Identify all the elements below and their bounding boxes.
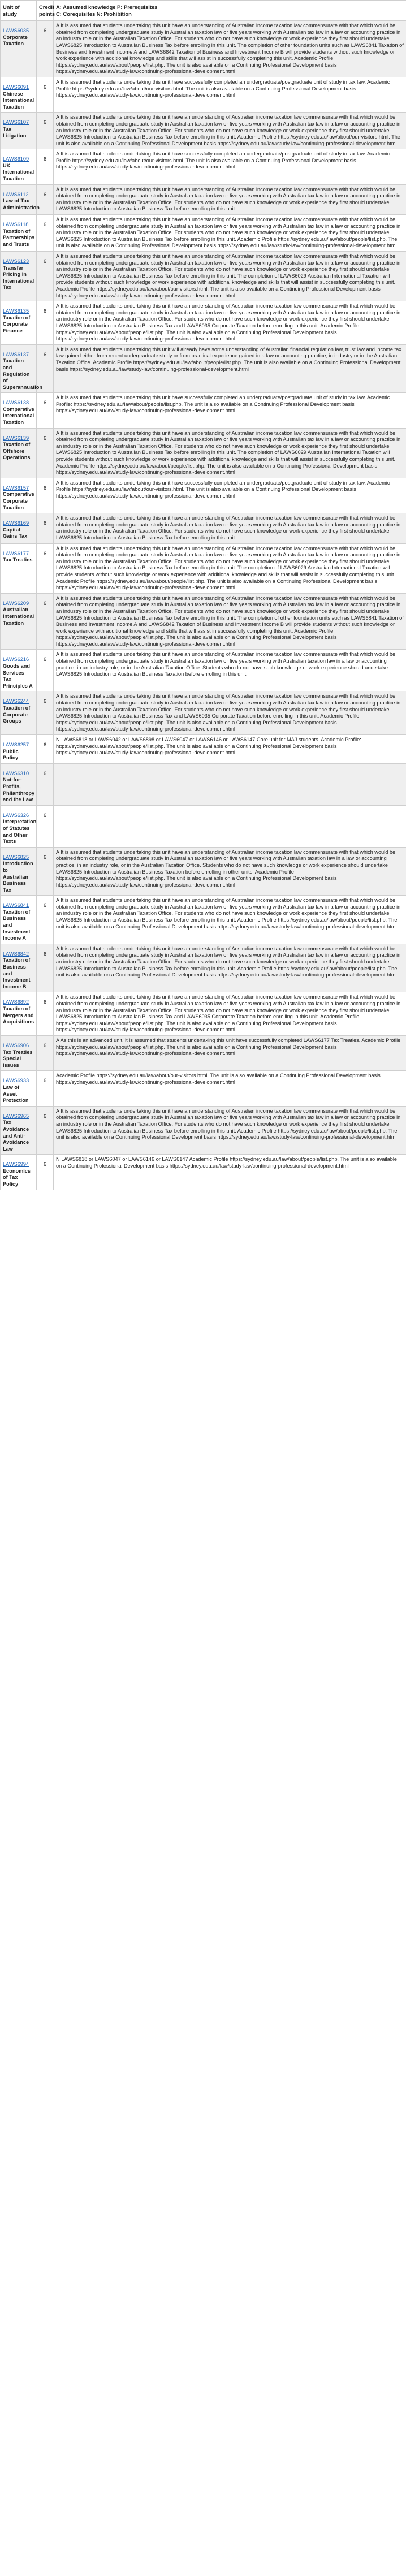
unit-cell	[1, 1106, 37, 1155]
unit-requirements: A It is assumed that students undertaking this unit have successfully completed an undergraduate/postgraduate unit of study in tax law. Academic Profile: https://sydney.edu.au/law/about/people/list.php. The unit is also available on a Continuing Professional Development basis https://sydney.edu.au/law/study-law/continuing-professional-development.html	[54, 393, 406, 428]
unit-title: Tax Litigation	[3, 126, 27, 139]
unit-code-link[interactable]: LAWS6035	[3, 28, 29, 34]
unit-title: Corporate Taxation	[3, 34, 28, 47]
header-requirements	[54, 1, 406, 21]
unit-code-link[interactable]: LAWS6169	[3, 520, 29, 526]
unit-cell	[1, 184, 40, 214]
credit-points: 6	[37, 944, 54, 992]
unit-code-link[interactable]: LAWS6209	[3, 600, 29, 606]
header-unit-of-study: Unit of study	[1, 1, 37, 21]
unit-code-link[interactable]: LAWS6137	[3, 351, 29, 357]
unit-code-link[interactable]: LAWS6157	[3, 485, 29, 491]
unit-cell	[1, 944, 37, 992]
unit-code-link[interactable]: LAWS6310	[3, 770, 29, 776]
unit-cell	[1, 691, 37, 735]
unit-code-link[interactable]: LAWS6112	[3, 191, 29, 197]
unit-requirements: A It is assumed that students undertaking this unit have an understanding of Australian income taxation law commensurate with that which would be obtained from completing undergraduate study in Australian taxation law or five years working with Australian tax law in a law or accounting practice in an industry role or in the Australian Taxation Office. For students who do not have such knowledge or work experience they first should undertake LAWS6825 Introduction to Australian Business Tax before enrolling in this unit. The completion of LAWS6029 Australian International Taxation will provide students without such knowledge or work experience with additional knowledge and skills that will assist in successfully completing this unit. Academic Profile https://sydney.edu.au/law/about/our-visitors.html. The unit is also available on a Continuing Professional Development basis https://sydney.edu.au/law/study-law/continuing-professional-development.html	[54, 252, 406, 301]
table-row	[1, 344, 406, 393]
unit-title: Transfer Pricing in International Tax	[3, 265, 34, 291]
unit-requirements: N LAWS6818 or LAWS6047 or LAWS6146 or LAWS6147 Academic Profile https://sydney.edu.au/law/about/people/list.php. The unit is also available on a Continuing Professional Development basis https://sydney.edu.au/law/study-law/continuing-professional-development.html	[54, 1155, 406, 1190]
unit-requirements: A It is assumed that students undertaking this unit have an understanding of Australian income taxation law commensurate with that which would be obtained from completing undergraduate study in Australian taxation law or five years working with Australian tax law in a law or accounting practice in an industry role or in the Australian Taxation Office. For students who do not have such knowledge or work experience they first should undertake LAWS6825 Introduction to Australian Business Tax before enrolling in this unit.	[54, 184, 406, 214]
table-row	[1, 691, 406, 735]
unit-title: Interpretation of Statutes and Other Texts	[3, 819, 37, 845]
credit-points: 6	[37, 1071, 54, 1106]
unit-cell	[1, 149, 37, 184]
unit-requirements: A It is assumed that students undertaking this unit have an understanding of Australian income taxation law commensurate with that which would be obtained from completing undergraduate study in Australian taxation law or five years working with Australian tax law in a law or accounting practice in an industry role or in the Australian Taxation Office. For students who do not have such knowledge or work experience they first should undertake LAWS6825 Introduction to Australian Business Tax before enrolling in this unit. The completion of other foundation units such as LAWS6841 Taxation of Business and Investment Income A and LAWS6842 Taxation of Business and Investment Income B will provide students without such knowledge or work experience with additional knowledge and skills that will assist in successfully completing this unit. Academic Profile https://sydney.edu.au/law/about/people/list.php. The unit is also available on a Continuing Professional Development basis https://sydney.edu.au/law/study-law/continuing-professional-development.html	[54, 593, 406, 650]
unit-code-link[interactable]: LAWS6994	[3, 1161, 29, 1168]
unit-requirements: A It is assumed that students undertaking this unit have successfully completed an undergraduate/postgraduate unit of study in tax law. Academic Profile https://sydney.edu.au/law/about/our-visitors.html. The unit is also available on a Continuing Professional Development basis https://sydney.edu.au/law/study-law/continuing-professional-development.html	[54, 478, 406, 513]
credit-points: 6	[37, 252, 54, 301]
unit-code-link[interactable]: LAWS6135	[3, 308, 29, 314]
credit-points: 6	[37, 735, 54, 764]
unit-cell	[1, 478, 37, 513]
unit-requirements: A It is assumed that students undertaking this unit have an understanding of Australian income taxation law commensurate with that which would be obtained from completing undergraduate study in Australian taxation law or five years working with Australian tax law in a law or accounting practice in an industry role or in the Australian Taxation Office. For students who do not have such knowledge or work experience they first should undertake LAWS6825 Introduction to Australian Business Tax before enrolling in this unit. The completion of other foundation units such as LAWS6841 Taxation of Business and Investment Income A and LAWS6842 Taxation of Business and Investment Income B will provide students without such knowledge or work experience with additional knowledge and skills that will assist in successfully completing this unit. Academic Profile: https://sydney.edu.au/law/about/people/list.php. The unit is also available on a Continuing Professional Development basis https://sydney.edu.au/law/study-law/continuing-professional-development.html	[54, 21, 406, 77]
credit-points: 6	[37, 896, 54, 944]
unit-cell	[1, 735, 37, 764]
unit-cell	[1, 593, 37, 650]
credit-points: 6	[37, 184, 54, 214]
table-row	[1, 215, 406, 252]
credit-points: 6	[37, 513, 54, 543]
unit-title: Taxation of Offshore Operations	[3, 442, 31, 461]
table-row	[1, 21, 406, 77]
credit-points: 6	[37, 428, 54, 478]
credit-points: 6	[37, 215, 54, 252]
table-row	[1, 992, 406, 1036]
unit-requirements: A It is assumed that students undertaking this unit have an understanding of Australian income taxation law commensurate with that which would be obtained from completing undergraduate study in Australian taxation law or five years working with Australian tax law in a law or accounting practice in an industry role or in the Australian Taxation Office. For students who do not have such knowledge or work experience they first should undertake LAWS6825 Introduction to Australian Business Tax before enrolling in this unit.	[54, 513, 406, 543]
unit-title: Introduction to Australian Business Tax	[3, 861, 33, 893]
unit-cell	[1, 992, 37, 1036]
credit-points: 6	[37, 992, 54, 1036]
unit-cell	[1, 1035, 37, 1070]
unit-requirements: A It is assumed that students undertaking this unit have an understanding of Australian income taxation law commensurate with that which would be obtained from completing undergraduate study in Australian taxation law or five years working with Australian tax law in a law or accounting practice in an industry role or in the Australian Taxation Office. For students who do not have such knowledge or work experience they first should undertake LAWS6825 Introduction to Australian Business Tax before enrolling in this unit. Academic Profile https://sydney.edu.au/law/about/people/list.php. The unit is also available on a Continuing Professional Development basis https://sydney.edu.au/law/study-law/continuing-professional-development.html	[54, 215, 406, 252]
table-row	[1, 113, 406, 149]
unit-cell	[1, 21, 37, 77]
unit-title: Taxation of Corporate Finance	[3, 314, 31, 334]
table-row	[1, 650, 406, 691]
unit-cell	[1, 113, 37, 149]
unit-requirements: A It is assumed that students undertaking this unit have an understanding of Australian income taxation law commensurate with that which would be obtained from completing undergraduate study in Australian taxation law or five years working with Australian tax law in a law or accounting practice in an industry role or in the Australian Taxation Office. For students who do not have such knowledge or work experience they first should undertake LAWS6825 Introduction to Australian Business Tax before enrolling in this unit. Academic Profile https://sydney.edu.au/law/about/our-visitors.html. The unit is also available on a Continuing Professional Development basis https://sydney.edu.au/law/study-law/continuing-professional-development.html	[54, 113, 406, 149]
table-row	[1, 184, 406, 214]
credit-points: 6	[37, 593, 54, 650]
credit-points: 6	[37, 543, 54, 593]
unit-cell	[1, 215, 37, 252]
unit-code-link[interactable]: LAWS6906	[3, 1042, 29, 1048]
unit-cell	[1, 513, 37, 543]
unit-title: Tax Treaties	[3, 557, 33, 563]
unit-code-link[interactable]: LAWS6177	[3, 550, 29, 556]
table-row	[1, 149, 406, 184]
unit-title: Taxation of Business and Investment Income B	[3, 957, 31, 989]
unit-requirements: A It is assumed that students undertaking this unit have an understanding of Australian income taxation law commensurate with that which would be obtained from completing undergraduate study in Australian taxation law or five years working with Australian taxation law in a law or accounting practice, in an industry role, or in the Australian Taxation Office. Students who do not have such knowledge or work experience should undertake LAWS6825 Introduction to Australian Business Taxation before enrolling in this unit.	[54, 650, 406, 691]
unit-cell	[1, 1155, 37, 1190]
unit-code-link[interactable]: LAWS6892	[3, 999, 29, 1005]
unit-code-link[interactable]: LAWS6326	[3, 812, 29, 818]
unit-title: Goods and Services Tax Principles A	[3, 663, 33, 689]
credit-points: 6	[37, 478, 54, 513]
table-row	[1, 543, 406, 593]
unit-requirements: A It is assumed that students undertaking this unit have successfully completed an undergraduate/postgraduate unit of study in tax law. Academic Profile https://sydney.edu.au/law/about/our-visitors.html. The unit is also available on a Continuing Professional Development basis https://sydney.edu.au/law/study-law/continuing-professional-development.html	[54, 77, 406, 112]
table-body	[1, 21, 406, 1190]
unit-requirements: Academic Profile https://sydney.edu.au/law/about/our-visitors.html. The unit is also available on a Continuing Professional Development basis https://sydney.edu.au/law/study-law/continuing-professional-development.html	[54, 1071, 406, 1106]
unit-code-link[interactable]: LAWS6138	[3, 400, 29, 406]
unit-cell	[1, 805, 37, 847]
unit-cell	[1, 847, 37, 896]
table-row	[1, 428, 406, 478]
credit-points: 6	[37, 1155, 54, 1190]
unit-code-link[interactable]: LAWS6841	[3, 902, 29, 909]
credit-points: 6	[37, 393, 54, 428]
table-row	[1, 1106, 406, 1155]
table-row	[1, 393, 406, 428]
unit-requirements: A It is assumed that students undertaking this unit have an understanding of Australian income taxation law commensurate with that which would be obtained from completing undergraduate study in Australian taxation law or five years working with Australian tax law in a law or accounting practice in an industry role or in the Australian Taxation Office. For students who do not have such knowledge or work experience they first should undertake LAWS6825 Introduction to Australian Business Tax before enrolling in this unit. Academic Profile https://sydney.edu.au/law/about/people/list.php. The unit is also available on a Continuing Professional Development basis https://sydney.edu.au/law/study-law/continuing-professional-development.html	[54, 896, 406, 944]
unit-code-link[interactable]: LAWS6244	[3, 698, 29, 704]
unit-cell	[1, 543, 37, 593]
table-row	[1, 805, 406, 847]
table-row	[1, 735, 406, 764]
unit-title: Not-for-Profits, Philanthropy and the Law	[3, 777, 35, 803]
unit-code-link[interactable]: LAWS6933	[3, 1078, 29, 1084]
unit-code-link[interactable]: LAWS6109	[3, 156, 29, 162]
unit-cell	[1, 896, 37, 944]
unit-requirements: A It is assumed that students undertaking this unit have an understanding of Australian income taxation law commensurate with that which would be obtained from completing undergraduate study in Australian taxation law or five years working with Australian taxation law in a law or accounting practice, in an industry role, or in the Australian Taxation Office. Students who do not have such knowledge or work experience should undertake LAWS6825 Introduction to Australian Business Taxation before enrolling in other units. Academic Profile https://sydney.edu.au/law/about/people/list.php. The unit is also available on a Continuing Professional Development basis https://sydney.edu.au/law/study-law/continuing-professional-development.html	[54, 847, 406, 896]
unit-title: Taxation of Partnerships and Trusts	[3, 228, 35, 247]
table-row	[1, 252, 406, 301]
unit-requirements: A It is assumed that students undertaking this unit have an understanding of Australian income taxation law commensurate with that which would be obtained from completing undergraduate study in Australian taxation law or five years working with Australian tax law in a law or accounting practice in an industry role or in the Australian Taxation Office. For students who do not have such knowledge or work experience they first should undertake LAWS6825 Introduction to Australian Business Tax before enrolling in this unit. Academic Profile https://sydney.edu.au/law/about/people/list.php. The unit is also available on a Continuing Professional Development basis https://sydney.edu.au/law/study-law/continuing-professional-development.html	[54, 944, 406, 992]
unit-cell	[1, 301, 37, 345]
credit-points: 6	[37, 77, 54, 112]
unit-title: Taxation of Mergers and Acquisitions	[3, 1006, 34, 1025]
credit-points: 6	[37, 1106, 54, 1155]
table-header-row	[1, 1, 406, 21]
table-row	[1, 478, 406, 513]
table-row	[1, 896, 406, 944]
unit-cell	[1, 763, 37, 805]
unit-title: Australian International Taxation	[3, 607, 34, 626]
unit-code-link[interactable]: LAWS6257	[3, 742, 29, 747]
unit-requirements: A It is assumed that students undertaking this unit will already have some understanding of Australian financial regulation law, trust law and income tax law gained either from recent undergraduate study or from practical experience gained in a law or accounting practice, in industry or in the Australian Taxation Office. Academic Profile https://sydney.edu.au/law/about/people/list.php. The unit is also available on a Continuing Professional Development basis https://sydney.edu.au/law/study-law/continuing-professional-development.html	[54, 344, 406, 393]
unit-title: Tax Avoidance and Anti-Avoidance Law	[3, 1120, 29, 1152]
credit-points: 6	[37, 301, 54, 345]
unit-title: Economics of Tax Policy	[3, 1168, 31, 1187]
unit-cell	[1, 77, 37, 112]
unit-code-link[interactable]: LAWS6139	[3, 435, 29, 441]
header-requirements-line2: C: Corequisites N: Prohibition	[56, 10, 132, 17]
unit-cell	[1, 428, 37, 478]
unit-title: Taxation and Regulation of Superannuation	[3, 358, 42, 390]
table-row	[1, 513, 406, 543]
unit-title: Tax Treaties Special Issues	[3, 1049, 33, 1068]
units-table	[0, 0, 406, 1190]
unit-requirements: A It is assumed that students undertaking this unit have an understanding of Australian income taxation law commensurate with that which would be obtained from completing undergraduate study in Australian taxation law or five years working with Australian tax law in a law or accounting practice in an industry role or in the Australian Taxation Office. For students who do not have such knowledge or work experience they first should undertake LAWS6825 Introduction to Australian Business Tax before enrolling in this unit. The completion of LAWS6029 Australian International Taxation will provide students without such knowledge or work experience with additional knowledge and skills that will assist in successfully completing this unit. Academic Profile https://sydney.edu.au/law/about/people/list.php. The unit is also available on a Continuing Professional Development basis https://sydney.edu.au/law/study-law/continuing-professional-development.html	[54, 543, 406, 593]
unit-title: Chinese International Taxation	[3, 90, 34, 110]
unit-requirements: A It is assumed that students undertaking this unit have an understanding of Australian income taxation law commensurate with that which would be obtained from completing undergraduate study in Australian taxation law or five years working with Australian tax law in a law or accounting practice in an industry role or in the Australian Taxation Office. For students who do not have such knowledge or work experience they first should undertake LAWS6825 Introduction to Australian Business Tax before enrolling in this unit. Academic Profile https://sydney.edu.au/law/about/people/list.php. The unit is also available on a Continuing Professional Development basis https://sydney.edu.au/law/study-law/continuing-professional-development.html	[54, 1106, 406, 1155]
unit-requirements: A It is assumed that students undertaking this unit have successfully completed an undergraduate/postgraduate unit of study in tax law. Academic Profile https://sydney.edu.au/law/about/our-visitors.html. The unit is also available on a Continuing Professional Development basis https://sydney.edu.au/law/study-law/continuing-professional-development.html	[54, 149, 406, 184]
unit-code-link[interactable]: LAWS6118	[3, 222, 29, 228]
unit-code-link[interactable]: LAWS6216	[3, 656, 29, 663]
credit-points: 6	[37, 691, 54, 735]
table-row	[1, 1155, 406, 1190]
header-requirements-line1: A: Assumed knowledge P: Prerequisites	[56, 4, 158, 10]
unit-cell	[1, 1071, 37, 1106]
table-row	[1, 593, 406, 650]
table-row	[1, 763, 406, 805]
unit-requirements: A It is assumed that students undertaking this unit have an understanding of Australian income taxation law commensurate with that which would be obtained from completing undergraduate study in Australian taxation law or five years working with Australian tax law in a law or accounting practice in an industry role or in the Australian Taxation Office. For students who do not have such knowledge or work experience they first should undertake LAWS6825 Introduction to Australian Business Tax before enrolling in this unit. The completion of LAWS6029 Australian International Taxation will provide students without such knowledge or work experience with additional knowledge and skills that will assist in successfully completing this unit. Academic Profile https://sydney.edu.au/law/about/people/list.php. The unit is also available on a Continuing Professional Development basis https://sydney.edu.au/law/study-law/continuing-professional-development.html	[54, 428, 406, 478]
unit-title: Comparative Corporate Taxation	[3, 491, 34, 511]
unit-requirements: A It is assumed that students undertaking this unit have an understanding of Australian income taxation law commensurate with that which would be obtained from completing undergraduate study in Australian taxation law or five years working with Australian tax law in a law or accounting practice in an industry role or in the Australian Taxation Office. For students who do not have such knowledge or work experience they first should undertake LAWS6825 Introduction to Australian Business Tax and LAWS6035 Corporate Taxation before enrolling in this unit. Academic Profile https://sydney.edu.au/law/about/people/list.php. The unit is also available on a Continuing Professional Development basis https://sydney.edu.au/law/study-law/continuing-professional-development.html	[54, 691, 406, 735]
unit-requirements: N LAWS6818 or LAWS6042 or LAWS6898 or LAWS6047 or LAWS6146 or LAWS6147 Core unit for MAJ students. Academic Profile: https://sydney.edu.au/law/about/people/list.php. The unit is also available on a Continuing Professional Development basis https://sydney.edu.au/law/study-law/continuing-professional-development.html	[54, 735, 406, 764]
unit-requirements: A It is assumed that students undertaking this unit have an understanding of Australian income taxation law commensurate with that which would be obtained from completing undergraduate study in Australian taxation law or five years working with Australian tax law in a law or accounting practice in an industry role or in the Australian Taxation Office. For students who do not have such knowledge or work experience they first should undertake LAWS6825 Introduction to Australian Business Tax and LAWS6035 Corporate Taxation before enrolling in this unit. Academic Profile https://sydney.edu.au/law/about/people/list.php. The unit is also available on a Continuing Professional Development basis https://sydney.edu.au/law/study-law/continuing-professional-development.html	[54, 301, 406, 345]
table-row	[1, 77, 406, 112]
unit-cell	[1, 393, 37, 428]
credit-points: 6	[37, 847, 54, 896]
unit-requirements	[54, 805, 406, 847]
credit-points: 6	[37, 763, 54, 805]
unit-title: Taxation of Corporate Groups	[3, 705, 31, 724]
credit-points: 6	[37, 113, 54, 149]
unit-title: Law of Tax Administration	[3, 198, 40, 210]
unit-cell	[1, 252, 37, 301]
header-credit-points: Credit points	[37, 1, 54, 21]
credit-points: 6	[37, 805, 54, 847]
unit-title: Law of Asset Protection	[3, 1084, 29, 1104]
credit-points: 6	[37, 21, 54, 77]
table-row	[1, 944, 406, 992]
credit-points: 6	[37, 650, 54, 691]
unit-cell	[1, 650, 37, 691]
unit-requirements: A As this is an advanced unit, it is assumed that students undertaking this unit have successfully completed LAWS6177 Tax Treaties. Academic Profile https://sydney.edu.au/law/about/people/list.php. The unit is also available on a Continuing Professional Development basis https://sydney.edu.au/law/study-law/continuing-professional-development.html	[54, 1035, 406, 1070]
unit-code-link[interactable]: LAWS6842	[3, 950, 29, 957]
unit-code-link[interactable]: LAWS6965	[3, 1113, 29, 1119]
unit-code-link[interactable]: LAWS6825	[3, 854, 29, 860]
unit-code-link[interactable]: LAWS6091	[3, 84, 29, 90]
table-row	[1, 1035, 406, 1070]
unit-cell	[1, 344, 42, 393]
credit-points: 6	[37, 1035, 54, 1070]
unit-title: UK International Taxation	[3, 162, 34, 182]
unit-title: Taxation of Business and Investment Income A	[3, 909, 31, 941]
unit-code-link[interactable]: LAWS6107	[3, 119, 29, 126]
unit-title: Public Policy	[3, 748, 19, 761]
table-row	[1, 847, 406, 896]
unit-requirements: A It is assumed that students undertaking this unit have an understanding of Australian income taxation law commensurate with that which would be obtained from completing undergraduate study in Australian taxation law or five years working with Australian tax law in a law or accounting practice in an industry role or in the Australian Taxation Office. For students who do not have such knowledge or work experience they first should undertake LAWS6825 Introduction to Australian Business Tax and LAWS6035 Corporate Taxation before enrolling in this unit. Academic Profile https://sydney.edu.au/law/about/people/list.php. The unit is also available on a Continuing Professional Development basis https://sydney.edu.au/law/study-law/continuing-professional-development.html	[54, 992, 406, 1036]
table-row	[1, 1071, 406, 1106]
table-row	[1, 301, 406, 345]
credit-points: 6	[37, 149, 54, 184]
unit-title: Capital Gains Tax	[3, 526, 28, 539]
unit-requirements	[54, 763, 406, 805]
unit-title: Comparative International Taxation	[3, 406, 34, 426]
unit-code-link[interactable]: LAWS6123	[3, 258, 29, 264]
credit-points: 6	[37, 344, 54, 393]
